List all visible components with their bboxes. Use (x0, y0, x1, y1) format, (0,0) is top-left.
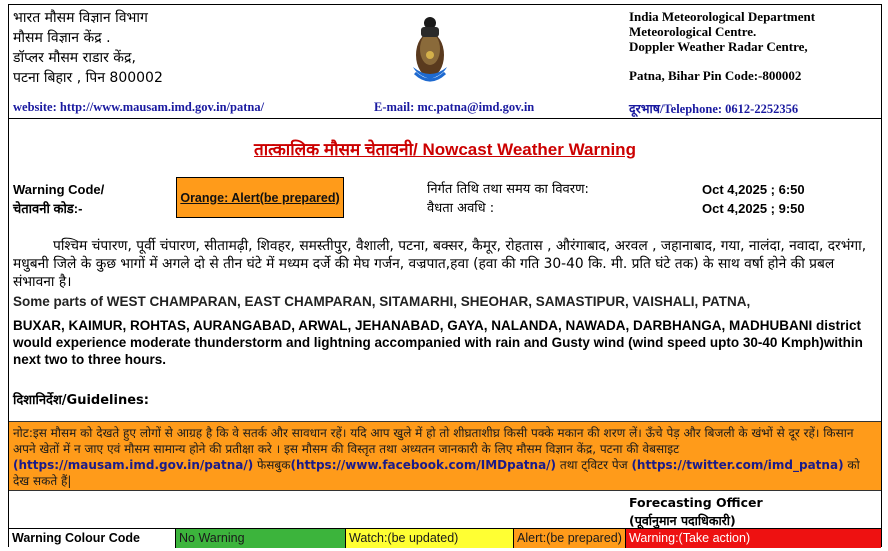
page-title-text: तात्कालिक मौसम चेतावनी/ Nowcast Weather Warning (254, 140, 636, 159)
header-hindi-line: भारत मौसम विज्ञान विभाग (13, 10, 148, 26)
header-english-line: Patna, Bihar Pin Code:-800002 (629, 68, 802, 83)
legend-title: Warning Colour Code (9, 529, 176, 548)
legend-watch: Watch:(be updated) (346, 529, 514, 548)
header-hindi-line: पटना बिहार , पिन 800002 (13, 70, 163, 86)
header-english-line: India Meteorological Department (629, 9, 816, 24)
validity-value: Oct 4,2025 ; 9:50 (702, 201, 805, 216)
legend-alert: Alert:(be prepared) (514, 529, 626, 548)
header-hindi-line: डॉप्लर मौसम राडार केंद्र, (13, 50, 136, 66)
note-twitter-link[interactable]: (https://twitter.com/imd_patna) (631, 458, 844, 472)
website-link[interactable]: website: http://www.mausam.imd.gov.in/patna/ (13, 100, 265, 114)
note-text: फेसबुक (253, 458, 291, 472)
issued-value: Oct 4,2025 ; 6:50 (702, 182, 805, 197)
email-link[interactable]: E-mail: mc.patna@imd.gov.in (374, 100, 535, 114)
header-english-address (629, 9, 815, 83)
guidelines-label: दिशानिर्देश/Guidelines: (13, 393, 149, 408)
issued-label: निर्गत तिथि तथा समय का विवरण: (427, 182, 589, 197)
note-text: तथा ट्विटर पेज (556, 458, 632, 472)
page-title (9, 137, 881, 160)
english-clipped-line (13, 294, 879, 309)
legend-warning: Warning:(Take action) (626, 529, 881, 548)
note-text: को देख सकते हैं| (13, 458, 860, 488)
warning-page (8, 4, 882, 547)
telephone-number: दूरभाष/Telephone: 0612-2252356 (629, 102, 799, 116)
header-hindi-line: मौसम विज्ञान केंद्र . (13, 30, 111, 46)
warning-code-value: Orange: Alert(be prepared) (180, 190, 340, 205)
hindi-warning-message (13, 237, 879, 291)
issue-values (702, 180, 805, 218)
forecasting-officer (629, 494, 763, 530)
national-emblem-icon (407, 9, 453, 91)
note-facebook-link[interactable]: (https://www.facebook.com/IMDpatna/) (290, 458, 557, 472)
legend-no-warning: No Warning (176, 529, 346, 548)
warning-code-label (13, 180, 104, 218)
hindi-warning-text: पश्चिम चंपारण, पूर्वी चंपारण, सीतामढ़ी, शिवहर, समस्तीपुर, वैशाली, पटना, बक्सर, कैमूर, रोहतास , औरंगाबाद, अरवल , जहानाबाद, गया, नालंदा, नवादा, दरभंगा, मधुबनी जिले के कुछ भागों में अगले दो से तीन घंटे में मध्यम दर्जे की मेघ गर्जन, वज्रपात,हवा (हवा की गति 30-40 कि. मी. प्रति घंटे तक) के साथ वर्षा होने की प्रबल संभावना है। (13, 238, 867, 290)
guidelines-note (9, 421, 881, 491)
warning-code-label-hi: चेतावनी कोड:- (13, 201, 83, 216)
warning-code-label-en: Warning Code/ (13, 182, 105, 197)
officer-title-en: Forecasting Officer (629, 495, 763, 510)
header-english-line: Meteorological Centre. (629, 24, 757, 39)
note-text: नोट:इस मौसम को देखते हुए लोगों से आग्रह है कि वे सतर्क और सावधान रहें। यदि आप खुले में हो तो शीघ्रताशीघ्र किसी पक्के मकान की शरण लें। ऊँचे पेड़ और बिजली के खंभों से दूर रहें। किसान अपने खेतों में न जाए एवं मौसम सामान्य होने की प्रतीक्षा करे । इस मौसम की विस्तृत तथा अध्यतन जानकारी के लिए मौसम विज्ञान केंद्र, पटना की वेबसाइट (13, 426, 854, 456)
header (9, 5, 881, 119)
english-clipped-text: Some parts of WEST CHAMPARAN, EAST CHAMPARAN, SITAMARHI, SHEOHAR, SAMASTIPUR, VAISHALI, PATNA, (13, 294, 751, 309)
warning-code-badge (176, 177, 344, 218)
issue-labels (427, 180, 589, 218)
note-website-link[interactable]: (https://mausam.imd.gov.in/patna/) (13, 458, 254, 472)
warning-colour-legend (9, 528, 881, 548)
header-english-line: Doppler Weather Radar Centre, (629, 39, 808, 54)
officer-title-hi: (पूर्वानुमान पदाधिकारी) (629, 513, 736, 528)
validity-label: वैधता अवधि : (427, 201, 495, 216)
english-warning-message: BUXAR, KAIMUR, ROHTAS, AURANGABAD, ARWAL, JEHANABAD, GAYA, NALANDA, NAWADA, DARBHANGA, MADHUBANI district would experience moderate thunderstorm and lightning accompanied with rain and Gusty wind (wind speed upto 30-40 Kmph)within next two to three hours. (13, 318, 863, 367)
header-hindi-address (13, 8, 163, 88)
